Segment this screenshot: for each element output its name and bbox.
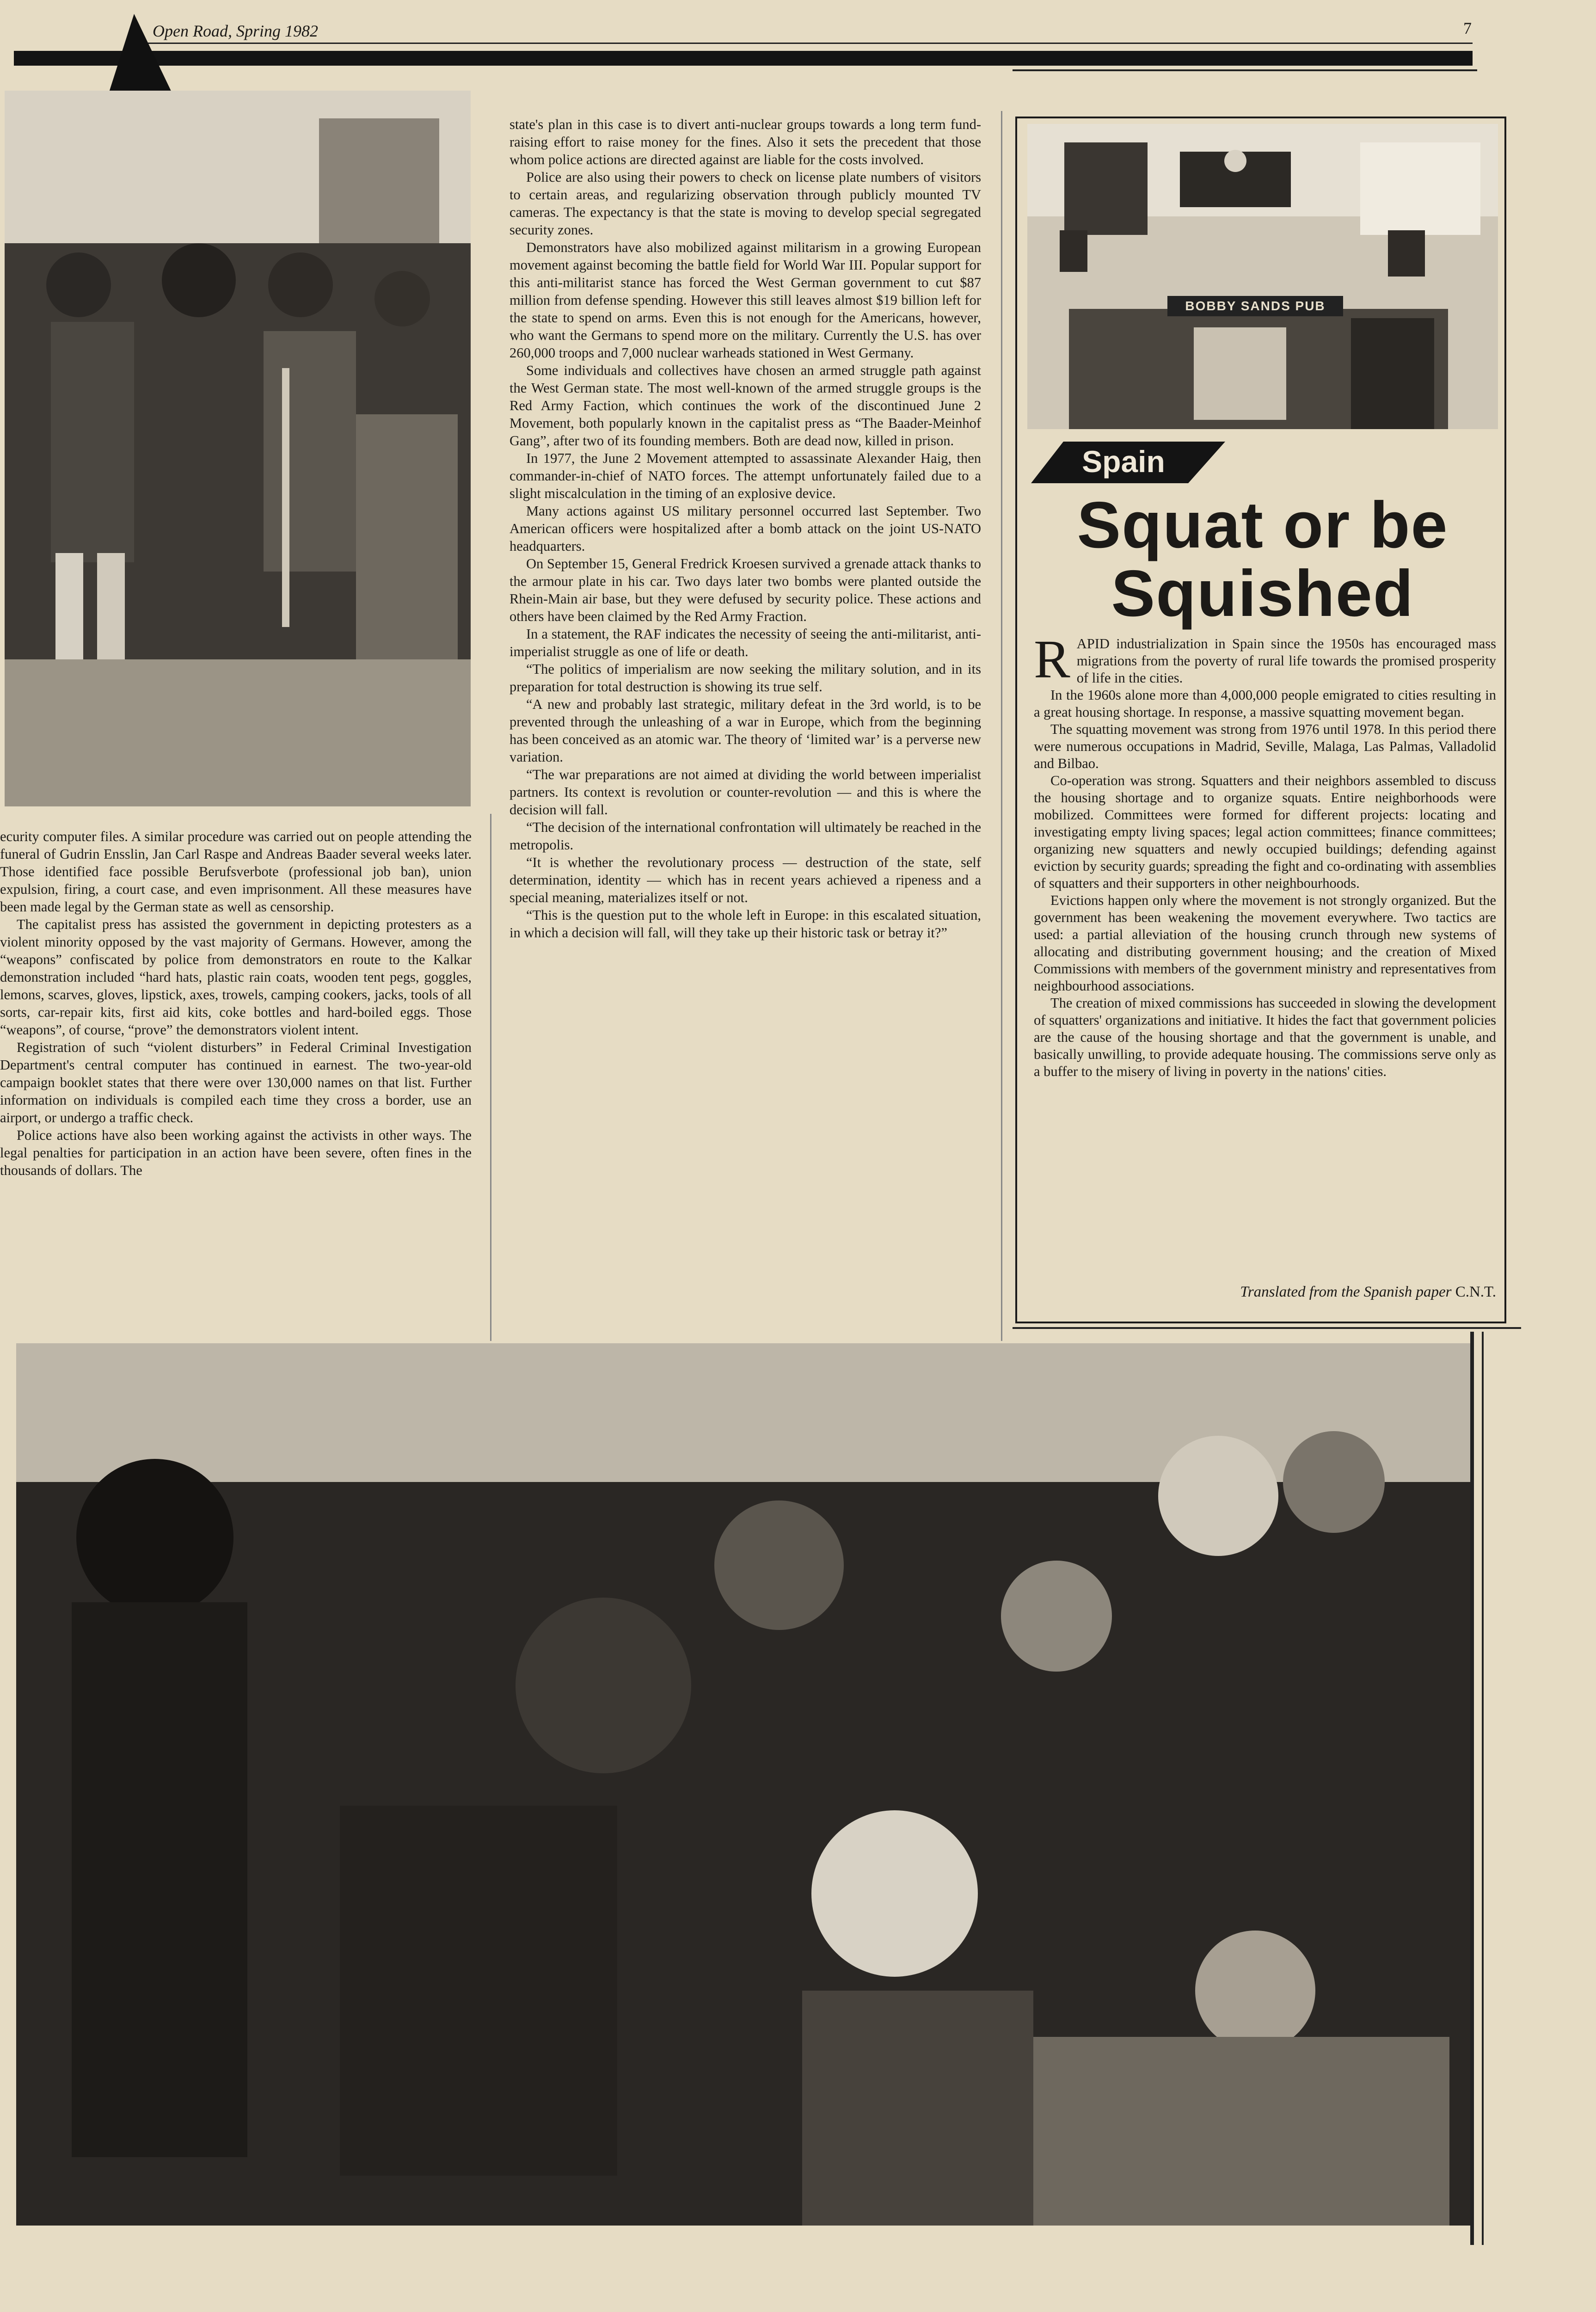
paragraph: Evictions happen only where the movement is not strongly organized. But the government has been weakening the movement everywhere. Two tactics are used: a partial alleviation of the housing crunch through new systems of allocating and distributing government housing; and the creation of Mixed Commissions with members of the government ministry and representatives from neighbourhood associations. (1034, 892, 1496, 994)
paragraph (1034, 629, 1496, 689)
article-headline (1027, 488, 1498, 630)
section-rule (1013, 1327, 1521, 1329)
section-tag-spain (1031, 442, 1225, 483)
squat-building-photo (1027, 124, 1498, 429)
header-bar (14, 51, 1473, 66)
section-rule (1013, 69, 1477, 71)
paragraph: In a statement, the RAF indicates the necessity of seeing the anti-militarist, anti-imperialist struggle as one of life or death. (509, 626, 981, 659)
paragraph: “A new and probably last strategic, military defeat in the 3rd world, is to be prevented through the unleashing of a war in Europe, which from the beginning has been conceived as an atomic war. The theory of ‘limited war’ is a perverse new variation. (509, 696, 981, 765)
paragraph: Co-operation was strong. Squatters and their neighbors assembled to discuss the housing shortage and to organize squats. Entire neighborhoods were mobilized. Committees were formed for different projects: locating and investigating empty living spaces; legal action committees; finance committees; organizing new squatters and newly occupied buildings; defending against eviction by security guards; spreading the fight and co-ordinating with assemblies of squatters and their supporters in other neighbourhoods. (1034, 773, 1496, 891)
drop-cap: R (1034, 629, 1070, 689)
paragraph: state's plan in this case is to divert anti-nuclear groups towards a long term fund-raising effort to raise money for the fines. Also it sets the precedent that those whom police actions are directed against are liable for the costs involved. (509, 117, 981, 167)
credit-prefix: Translated from the Spanish paper (1240, 1284, 1452, 1300)
protest-march-photo (5, 91, 471, 806)
paragraph: Police actions have also been working against the activists in other ways. The legal penalties for participation in an action have been severe, often fines in the thousands of dollars. The (0, 1127, 472, 1178)
paragraph: “The politics of imperialism are now seeking the military solution, and in its preparation for total destruction is showing its true self. (509, 661, 981, 695)
paragraph-text: APID industrialization in Spain since the 1950s has encouraged mass migrations from the poverty of rural life towards the promised prosperity of life in the cities. (1076, 636, 1496, 686)
article-middle-column (509, 116, 981, 941)
header-rule (139, 43, 1473, 44)
paragraph: “The decision of the international confrontation will ultimately be reached in the metropolis. (509, 819, 981, 853)
paragraph: ecurity computer files. A similar procedure was carried out on people attending the funeral of Gudrin Ensslin, Jan Carl Raspe and Andreas Baader several weeks later. Those identified face possible Berufsverbote (professional job ban), union expulsion, firing, a court case, and even imprisonment. All these measures have been made legal by the German state as well as censorship. (0, 829, 472, 915)
column-rule (490, 814, 491, 1341)
paragraph: The capitalist press has assisted the government in depicting protesters as a violent minority opposed by the vast majority of Germans. However, among the “weapons” confiscated by police from demonstrators en route to the Kalkar demonstration included “hard hats, plastic rain coats, wooden tent pegs, goggles, lemons, scarves, gloves, lipstick, axes, trowels, camping cookers, jacks, tools of all sorts, car-repair kits, first aid kits, coke bottles and hard-boiled eggs. Those “weapons”, of course, “prove” the demonstrators violent intent. (0, 916, 472, 1038)
paragraph: Some individuals and collectives have chosen an armed struggle path against the West German state. The most well-known of the armed struggle groups is the Red Army Faction, which continues the work of the discontinued June 2 Movement, both popularly known in the capitalist press as “The Baader-Meinhof Gang”, after two of its founding members. Both are dead now, killed in prison. (509, 363, 981, 449)
translation-credit (1034, 1284, 1496, 1301)
pub-sign: BOBBY SANDS PUB (1167, 296, 1343, 316)
headline-line-2: Squished (1111, 557, 1414, 630)
section-tag-label: Spain (1082, 444, 1165, 479)
paragraph: The creation of mixed commissions has succeeded in slowing the development of squatters' organizations and initiative. It hides the fact that government policies are the cause of the housing shortage and that the government is unable, and basically unwilling, to provide adequate housing. The commissions serve only as a buffer to the misery of living in poverty in the nations' cities. (1034, 995, 1496, 1079)
paragraph: In the 1960s alone more than 4,000,000 people emigrated to cities resulting in a great housing shortage. In response, a massive squatting movement began. (1034, 687, 1496, 720)
paragraph: Many actions against US military personnel occurred last September. Two American officers were hospitalized after a bomb attack on the joint US-NATO headquarters. (509, 503, 981, 554)
headline-line-1: Squat or be (1077, 488, 1449, 562)
paragraph: Registration of such “violent disturbers” in Federal Criminal Investigation Department's central computer has continued in earnest. The two-year-old campaign booklet states that there were over 130,000 names on that list. Further information on individuals is compiled each time they cross a border, use an airport, or undergo a traffic check. (0, 1039, 472, 1125)
column-rule (1001, 111, 1002, 1341)
article-left-column (0, 828, 472, 1179)
crowd-confrontation-photo (16, 1343, 1470, 2226)
paragraph: The squatting movement was strong from 1976 until 1978. In this period there were numerous occupations in Madrid, Seville, Malaga, Las Palmas, Valladolid and Bilbao. (1034, 721, 1496, 771)
running-header-title: Open Road, Spring 1982 (153, 22, 318, 40)
paragraph: “This is the question put to the whole left in Europe: in this escalated situation, in which a decision will fall, will they take up their historic task or betray it?” (509, 907, 981, 941)
paragraph: “The war preparations are not aimed at dividing the world between imperialist partners. Its context is revolution or counter-revolution — and this is where the decision will fall. (509, 767, 981, 818)
photo-border (1470, 1332, 1474, 2245)
photo-border (1482, 1332, 1484, 2245)
paragraph: Police are also using their powers to check on license plate numbers of visitors to certain areas, and regularizing observation through publicly mounted TV cameras. The expectancy is that the state is moving to develop special segregated security zones. (509, 169, 981, 238)
paragraph: In 1977, the June 2 Movement attempted to assassinate Alexander Haig, then commander-in-chief of NATO forces. The attempt unfortunately failed due to a slight miscalculation in the timing of an explosive device. (509, 450, 981, 501)
credit-source: C.N.T. (1455, 1284, 1496, 1300)
spain-article-body (1034, 629, 1496, 1080)
page-number: 7 (1463, 19, 1472, 37)
paragraph: “It is whether the revolutionary process — destruction of the state, self determination, identity — which has in recent years achieved a ripeness and a special meaning, materializes itself or not. (509, 855, 981, 905)
paragraph: On September 15, General Fredrick Kroesen survived a grenade attack thanks to the armour plate in his car. Two days later two bombs were planted outside the Rhein-Main air base, but they were defused by security police. These actions and others have been claimed by the Red Army Fraction. (509, 556, 981, 624)
paragraph: Demonstrators have also mobilized against militarism in a growing European movement against becoming the battle field for World War III. Popular support for this anti-militarist stance has forced the West German government to cut $87 million from defense spending. However this still leaves almost $19 billion left for the state to spend on arms. Even this is not enough for the Americans, however, who want the Germans to spend more on the military. Currently the U.S. has over 260,000 troops and 7,000 nuclear warheads stationed in West Germany. (509, 240, 981, 361)
